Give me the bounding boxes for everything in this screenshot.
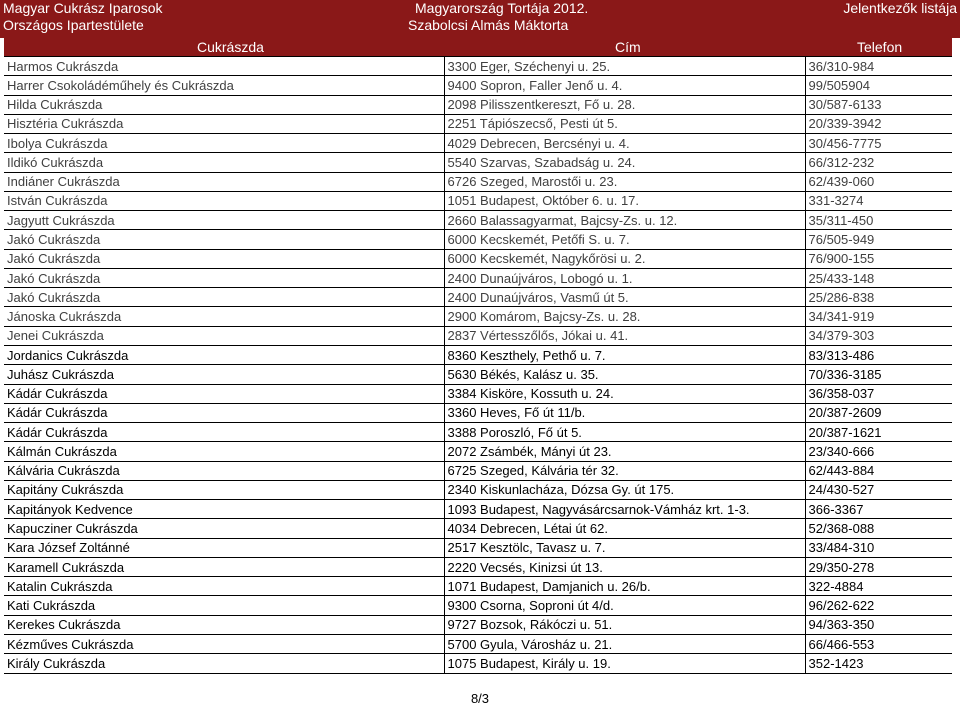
cell-name: Jakó Cukrászda: [4, 268, 444, 287]
cell-phone: 33/484-310: [805, 538, 952, 557]
org-name-line1: Magyar Cukrász Iparosok: [3, 0, 163, 16]
cell-phone: 52/368-088: [805, 519, 952, 538]
table-row: [4, 249, 952, 268]
cell-phone: 76/900-155: [805, 249, 952, 268]
cell-phone: 34/379-303: [805, 326, 952, 345]
cell-name: Juhász Cukrászda: [4, 365, 444, 384]
cell-phone: 66/312-232: [805, 153, 952, 172]
table-row: [4, 365, 952, 384]
table-row: [4, 538, 952, 557]
cell-address: 3388 Poroszló, Fő út 5.: [444, 423, 805, 442]
table-row: [4, 615, 952, 634]
table-row: [4, 461, 952, 480]
cell-phone: 30/587-6133: [805, 95, 952, 114]
cell-name: Harrer Csokoládéműhely és Cukrászda: [4, 76, 444, 95]
table-row: [4, 577, 952, 596]
cell-phone: 322-4884: [805, 577, 952, 596]
cell-address: 1093 Budapest, Nagyvásárcsarnok-Vámház krt. 1-3.: [444, 500, 805, 519]
cell-address: 1075 Budapest, Király u. 19.: [444, 654, 805, 673]
table-row: [4, 634, 952, 653]
table-row: [4, 519, 952, 538]
cell-name: Kapucziner Cukrászda: [4, 519, 444, 538]
cell-name: Jakó Cukrászda: [4, 249, 444, 268]
cell-name: Kádár Cukrászda: [4, 423, 444, 442]
column-header-phone: Telefon: [857, 39, 903, 55]
cell-name: Jánoska Cukrászda: [4, 307, 444, 326]
cell-phone: 29/350-278: [805, 557, 952, 576]
table-header: [4, 38, 952, 56]
table-row: [4, 596, 952, 615]
cell-address: 2400 Dunaújváros, Vasmű út 5.: [444, 288, 805, 307]
cell-phone: 20/339-3942: [805, 114, 952, 133]
cell-phone: 352-1423: [805, 654, 952, 673]
cell-name: Karamell Cukrászda: [4, 557, 444, 576]
cell-phone: 35/311-450: [805, 211, 952, 230]
cell-name: Harmos Cukrászda: [4, 57, 444, 76]
cell-phone: 20/387-2609: [805, 403, 952, 422]
cell-phone: 94/363-350: [805, 615, 952, 634]
cell-address: 4034 Debrecen, Létai út 62.: [444, 519, 805, 538]
cell-phone: 30/456-7775: [805, 134, 952, 153]
table-row: [4, 557, 952, 576]
table-row: [4, 114, 952, 133]
table-row: [4, 500, 952, 519]
cell-phone: 24/430-527: [805, 480, 952, 499]
table-row: [4, 442, 952, 461]
cell-address: 2837 Vértesszőlős, Jókai u. 41.: [444, 326, 805, 345]
cell-address: 2400 Dunaújváros, Lobogó u. 1.: [444, 268, 805, 287]
cell-name: Jakó Cukrászda: [4, 288, 444, 307]
table-row: [4, 403, 952, 422]
table-row: [4, 211, 952, 230]
cell-address: 3360 Heves, Fő út 11/b.: [444, 403, 805, 422]
cell-address: 2098 Pilisszentkereszt, Fő u. 28.: [444, 95, 805, 114]
cell-address: 5630 Békés, Kalász u. 35.: [444, 365, 805, 384]
table-row: [4, 345, 952, 364]
cell-phone: 62/439-060: [805, 172, 952, 191]
cell-address: 2517 Kesztölc, Tavasz u. 7.: [444, 538, 805, 557]
table-row: [4, 76, 952, 95]
cell-address: 5700 Gyula, Városház u. 21.: [444, 634, 805, 653]
cell-phone: 99/505904: [805, 76, 952, 95]
table-row: [4, 95, 952, 114]
cell-address: 6726 Szeged, Marostői u. 23.: [444, 172, 805, 191]
cell-address: 2660 Balassagyarmat, Bajcsy-Zs. u. 12.: [444, 211, 805, 230]
cell-address: 9727 Bozsok, Rákóczi u. 51.: [444, 615, 805, 634]
cell-name: Jenei Cukrászda: [4, 326, 444, 345]
cell-name: Indiáner Cukrászda: [4, 172, 444, 191]
cell-name: Kerekes Cukrászda: [4, 615, 444, 634]
cell-phone: 66/466-553: [805, 634, 952, 653]
list-title: Jelentkezők listája: [843, 0, 957, 16]
cell-name: Kara József Zoltánné: [4, 538, 444, 557]
table-row: [4, 326, 952, 345]
cell-name: Ibolya Cukrászda: [4, 134, 444, 153]
cell-name: Kati Cukrászda: [4, 596, 444, 615]
cell-address: 1051 Budapest, Október 6. u. 17.: [444, 191, 805, 210]
cell-name: Kapitány Cukrászda: [4, 480, 444, 499]
table-row: [4, 654, 952, 673]
top-banner: [0, 0, 960, 38]
org-name-line2: Országos Ipartestülete: [3, 17, 144, 33]
table-row: [4, 288, 952, 307]
column-header-name: Cukrászda: [197, 39, 264, 55]
cell-phone: 25/286-838: [805, 288, 952, 307]
cell-address: 2072 Zsámbék, Mányi út 23.: [444, 442, 805, 461]
page-number: 8/3: [470, 691, 490, 706]
applicants-table: [4, 56, 952, 674]
cell-phone: 62/443-884: [805, 461, 952, 480]
cell-phone: 331-3274: [805, 191, 952, 210]
cell-name: Katalin Cukrászda: [4, 577, 444, 596]
cell-name: Kézműves Cukrászda: [4, 634, 444, 653]
cell-name: Hilda Cukrászda: [4, 95, 444, 114]
cell-address: 6000 Kecskemét, Petőfi S. u. 7.: [444, 230, 805, 249]
table-row: [4, 57, 952, 76]
column-header-address: Cím: [615, 39, 641, 55]
event-title-line2: Szabolcsi Almás Máktorta: [408, 17, 569, 33]
cell-phone: 25/433-148: [805, 268, 952, 287]
cell-phone: 34/341-919: [805, 307, 952, 326]
cell-name: Jakó Cukrászda: [4, 230, 444, 249]
cell-address: 2220 Vecsés, Kinizsi út 13.: [444, 557, 805, 576]
table-row: [4, 230, 952, 249]
table-row: [4, 153, 952, 172]
table-row: [4, 384, 952, 403]
cell-name: Jordanics Cukrászda: [4, 345, 444, 364]
table-row: [4, 134, 952, 153]
table-row: [4, 268, 952, 287]
cell-address: 2340 Kiskunlacháza, Dózsa Gy. út 175.: [444, 480, 805, 499]
cell-address: 6000 Kecskemét, Nagykőrösi u. 2.: [444, 249, 805, 268]
cell-name: Kádár Cukrászda: [4, 384, 444, 403]
table-row: [4, 423, 952, 442]
cell-phone: 366-3367: [805, 500, 952, 519]
cell-address: 6725 Szeged, Kálvária tér 32.: [444, 461, 805, 480]
cell-phone: 23/340-666: [805, 442, 952, 461]
cell-address: 1071 Budapest, Damjanich u. 26/b.: [444, 577, 805, 596]
table-row: [4, 172, 952, 191]
cell-name: Kádár Cukrászda: [4, 403, 444, 422]
cell-phone: 36/310-984: [805, 57, 952, 76]
cell-address: 9300 Csorna, Soproni út 4/d.: [444, 596, 805, 615]
cell-name: Kálvária Cukrászda: [4, 461, 444, 480]
table-row: [4, 307, 952, 326]
cell-name: Hisztéria Cukrászda: [4, 114, 444, 133]
cell-phone: 70/336-3185: [805, 365, 952, 384]
cell-phone: 76/505-949: [805, 230, 952, 249]
cell-phone: 36/358-037: [805, 384, 952, 403]
event-title-line1: Magyarország Tortája 2012.: [415, 0, 589, 16]
cell-phone: 96/262-622: [805, 596, 952, 615]
cell-name: Király Cukrászda: [4, 654, 444, 673]
table-row: [4, 191, 952, 210]
cell-name: István Cukrászda: [4, 191, 444, 210]
cell-address: 8360 Keszthely, Pethő u. 7.: [444, 345, 805, 364]
cell-address: 3300 Eger, Széchenyi u. 25.: [444, 57, 805, 76]
cell-name: Kálmán Cukrászda: [4, 442, 444, 461]
cell-name: Jagyutt Cukrászda: [4, 211, 444, 230]
cell-address: 2900 Komárom, Bajcsy-Zs. u. 28.: [444, 307, 805, 326]
cell-address: 9400 Sopron, Faller Jenő u. 4.: [444, 76, 805, 95]
cell-phone: 20/387-1621: [805, 423, 952, 442]
cell-name: Kapitányok Kedvence: [4, 500, 444, 519]
cell-phone: 83/313-486: [805, 345, 952, 364]
cell-address: 4029 Debrecen, Bercsényi u. 4.: [444, 134, 805, 153]
cell-address: 5540 Szarvas, Szabadság u. 24.: [444, 153, 805, 172]
cell-address: 2251 Tápiószecső, Pesti út 5.: [444, 114, 805, 133]
cell-name: Ildikó Cukrászda: [4, 153, 444, 172]
table-row: [4, 480, 952, 499]
cell-address: 3384 Kisköre, Kossuth u. 24.: [444, 384, 805, 403]
